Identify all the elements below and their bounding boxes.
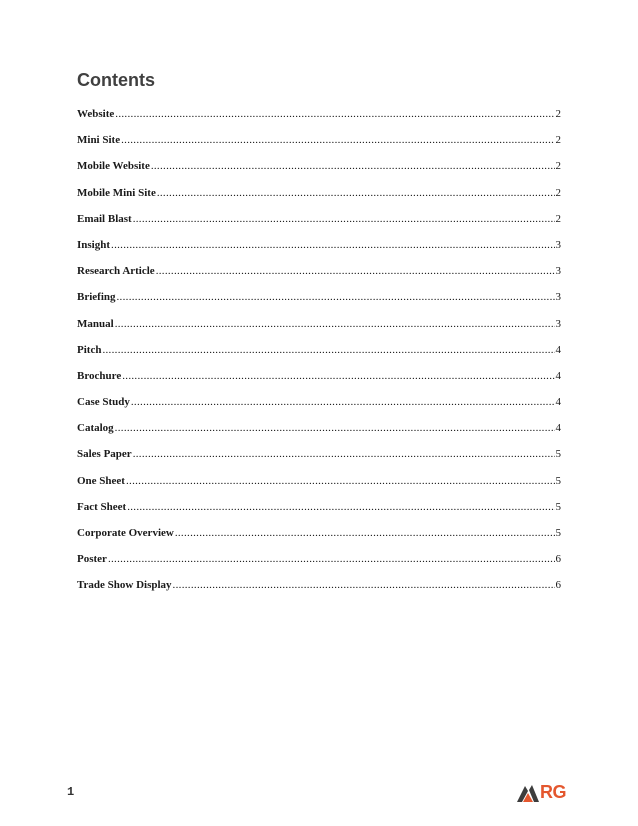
toc-entry-label: Website (77, 108, 115, 120)
toc-entry-label: Insight (77, 238, 111, 251)
toc-entry-mini-site[interactable] (77, 134, 561, 160)
toc-entry-email-blast[interactable] (77, 213, 561, 239)
leader-dots (108, 553, 555, 565)
toc-entry-page: 2 (555, 160, 561, 173)
leader-dots (157, 187, 555, 199)
toc-entry-label: Corporate Overview (77, 527, 174, 539)
toc-entry-page: 4 (555, 343, 561, 356)
toc-entry-label: Catalog (77, 422, 114, 435)
toc-entry-page: 4 (555, 396, 561, 409)
toc-entry-page: 3 (555, 238, 561, 251)
toc-entry-case-study[interactable] (77, 396, 561, 422)
leader-dots (117, 291, 555, 303)
toc-entry-page: 5 (555, 527, 561, 539)
toc-entry-brochure[interactable] (77, 370, 561, 396)
toc-entry-label: Case Study (77, 396, 130, 409)
toc-entry-page: 4 (555, 369, 561, 382)
toc-entry-research-article[interactable] (77, 265, 561, 291)
toc-entry-label: Poster (77, 553, 107, 566)
page-number: 1 (67, 785, 75, 799)
toc-entry-mobile-mini-site[interactable] (77, 187, 561, 213)
leader-dots (151, 160, 555, 172)
toc-entry-page: 3 (555, 317, 561, 330)
toc-entry-page: 3 (555, 291, 561, 304)
toc-entry-page: 3 (555, 265, 561, 278)
leader-dots (156, 265, 555, 277)
toc-entry-page: 2 (555, 108, 561, 120)
leader-dots (133, 213, 555, 225)
leader-dots (173, 579, 555, 591)
toc-entry-label: Fact Sheet (77, 500, 127, 513)
page-title: Contents (77, 70, 155, 90)
toc-entry-label: Pitch (77, 343, 102, 356)
leader-dots (133, 448, 555, 460)
toc-entry-poster[interactable] (77, 553, 561, 579)
toc-entry-page: 6 (555, 579, 561, 592)
toc-entry-page: 2 (555, 134, 561, 147)
leader-dots (115, 318, 555, 330)
toc-entry-one-sheet[interactable] (77, 475, 561, 501)
leader-dots (111, 239, 554, 251)
toc-entry-page: 6 (555, 553, 561, 566)
logo-text: RG (540, 782, 566, 802)
toc-entry-page: 5 (555, 448, 561, 461)
company-logo (517, 782, 566, 803)
toc-entry-mobile-website[interactable] (77, 160, 561, 186)
toc-entry-label: Mini Site (77, 134, 121, 147)
toc-entry-sales-paper[interactable] (77, 448, 561, 474)
leader-dots (121, 134, 554, 146)
toc-entry-label: Email Blast (77, 212, 132, 225)
toc-entry-label: Briefing (77, 291, 116, 304)
leader-dots (102, 344, 554, 356)
toc-entry-catalog[interactable] (77, 422, 561, 448)
toc-entry-manual[interactable] (77, 318, 561, 344)
toc-entry-page: 2 (555, 186, 561, 199)
toc-entry-label: One Sheet (77, 474, 125, 487)
toc-entry-label: Brochure (77, 369, 122, 382)
toc-entry-label: Mobile Mini Site (77, 186, 156, 199)
triangle-logo-icon (517, 784, 539, 802)
leader-dots (126, 475, 555, 487)
toc-entry-trade-show-display[interactable] (77, 579, 561, 605)
leader-dots (115, 422, 555, 434)
toc-entry-label: Sales Paper (77, 448, 132, 461)
toc-entry-page: 5 (555, 474, 561, 487)
toc-entry-insight[interactable] (77, 239, 561, 265)
toc-entry-website[interactable] (77, 108, 561, 134)
leader-dots (122, 370, 554, 382)
toc-entry-page: 5 (555, 500, 561, 513)
toc-entry-corporate-overview[interactable] (77, 527, 561, 553)
leader-dots (115, 108, 554, 120)
toc-entry-fact-sheet[interactable] (77, 501, 561, 527)
toc-entry-page: 2 (555, 212, 561, 225)
leader-dots (131, 396, 555, 408)
table-of-contents (77, 108, 561, 606)
toc-entry-page: 4 (555, 422, 561, 435)
toc-entry-label: Mobile Website (77, 160, 150, 173)
toc-entry-pitch[interactable] (77, 344, 561, 370)
leader-dots (175, 527, 555, 539)
toc-entry-label: Research Article (77, 265, 155, 278)
toc-entry-label: Manual (77, 317, 114, 330)
toc-entry-briefing[interactable] (77, 291, 561, 317)
leader-dots (127, 501, 554, 513)
toc-entry-label: Trade Show Display (77, 579, 172, 592)
